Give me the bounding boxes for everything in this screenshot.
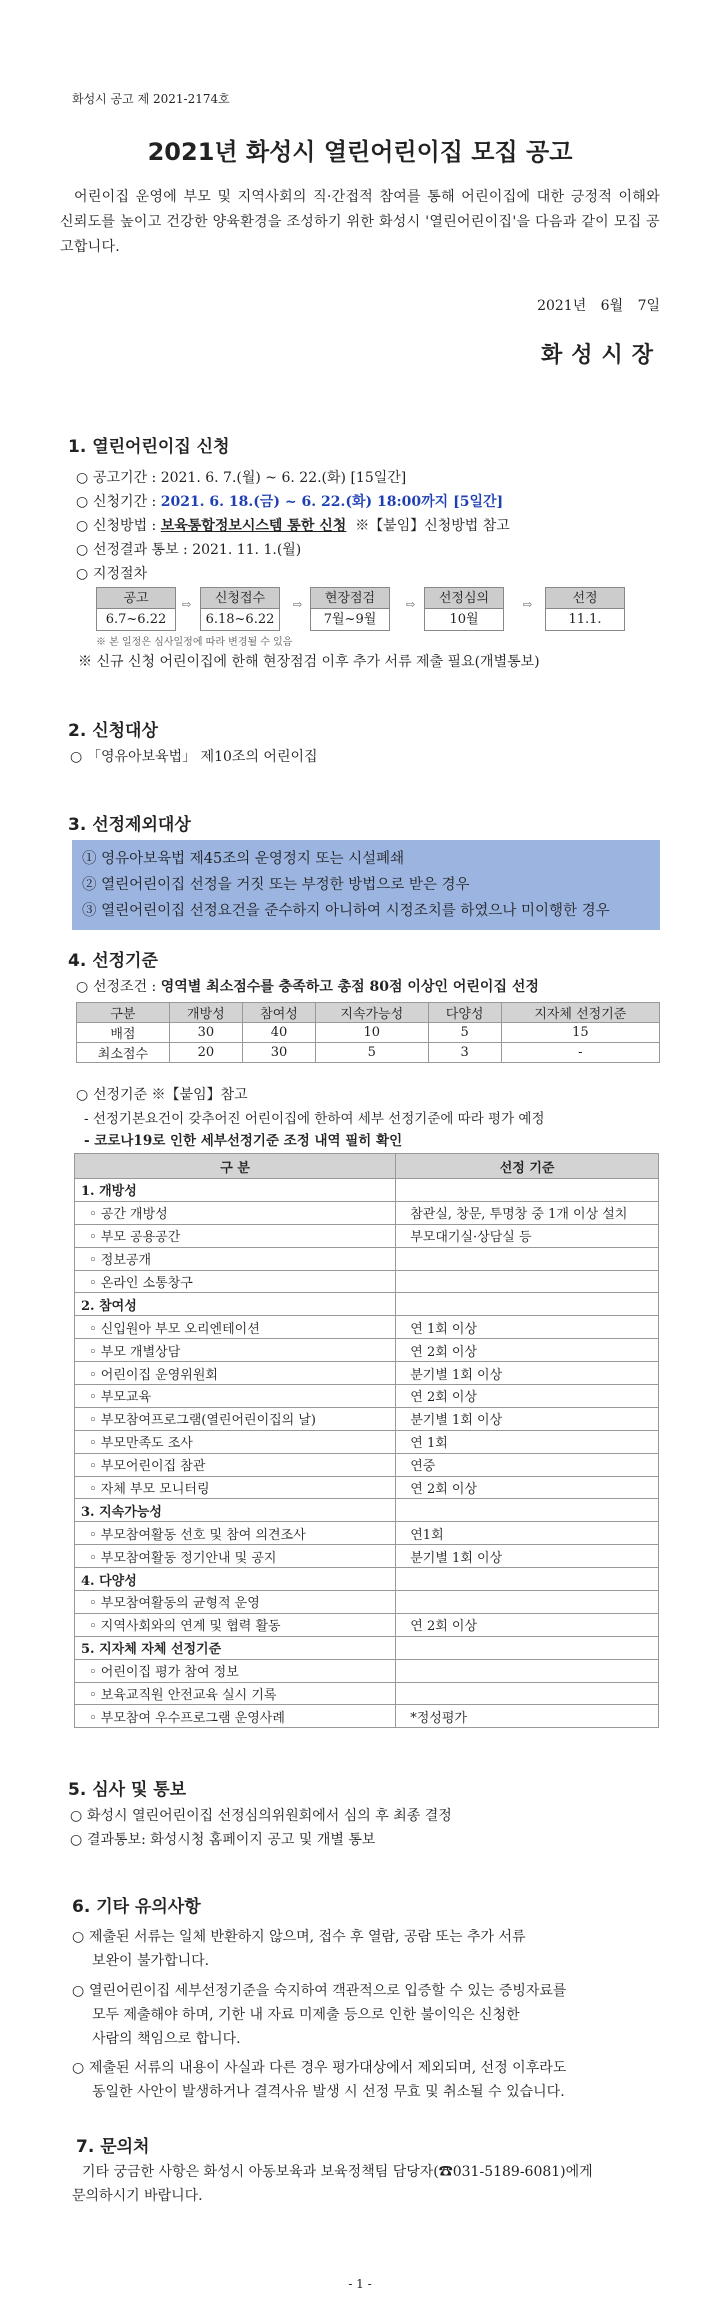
apply-period-label: 신청기간 : bbox=[93, 494, 161, 510]
table-cell: 연 2회 이상 bbox=[396, 1385, 659, 1408]
table-cell: ◦ 온라인 소통창구 bbox=[75, 1270, 396, 1293]
section-7-heading: 7. 문의처 bbox=[76, 2137, 150, 2157]
apply-method-value: 보육통합정보시스템 통한 신청 bbox=[160, 518, 347, 534]
target-text: 「영유아보육법」 제10조의 어린이집 bbox=[87, 749, 318, 765]
caution-text: 모두 제출해야 하며, 기한 내 자료 미제출 등으로 인한 불이익은 신청한 bbox=[92, 2007, 520, 2023]
selection-condition-value: 영역별 최소점수를 충족하고 총점 80점 이상인 어린이집 선정 bbox=[160, 979, 539, 995]
table-row bbox=[75, 1407, 659, 1430]
caution-item bbox=[72, 2056, 662, 2104]
table-cell: *정성평가 bbox=[396, 1705, 659, 1728]
caution-item bbox=[72, 1925, 662, 1973]
caution-text: 보완이 불가합니다. bbox=[92, 1953, 210, 1969]
apply-period-value: 2021. 6. 18.(금) ~ 6. 22.(화) 18:00까지 [5일간] bbox=[160, 494, 504, 510]
circle-bullet-icon: ○ bbox=[72, 1929, 85, 1945]
notice-period bbox=[76, 467, 406, 487]
section-4-heading: 4. 선정기준 bbox=[68, 951, 158, 971]
process-label-text: 지정절차 bbox=[93, 566, 148, 582]
section-1-heading: 1. 열린어린이집 신청 bbox=[68, 437, 230, 457]
table-category-row bbox=[75, 1179, 659, 1202]
table-cell: 분기별 1회 이상 bbox=[396, 1407, 659, 1430]
arrow-right-icon: ⇨ bbox=[182, 598, 192, 611]
result-notice-text: 선정결과 통보 : 2021. 11. 1.(월) bbox=[93, 542, 302, 558]
table-cell: 3. 지속가능성 bbox=[75, 1499, 396, 1522]
table-cell: 2. 참여성 bbox=[75, 1293, 396, 1316]
table-cell: 10 bbox=[316, 1023, 428, 1043]
table-cell: 연 2회 이상 bbox=[396, 1339, 659, 1362]
table-row bbox=[77, 1043, 660, 1063]
process-step bbox=[200, 587, 280, 631]
criteria-note-1: - 선정기본요건이 갖추어진 어린이집에 한하여 세부 선정기준에 따라 평가 예정 bbox=[84, 1111, 545, 1127]
process-step-name: 공고 bbox=[97, 588, 175, 609]
circle-bullet-icon: ○ bbox=[76, 1087, 89, 1103]
process-step bbox=[96, 587, 176, 631]
table-row bbox=[75, 1247, 659, 1270]
table-cell bbox=[396, 1270, 659, 1293]
table-row bbox=[75, 1659, 659, 1682]
table-cell: 배점 bbox=[77, 1023, 170, 1043]
table-row bbox=[75, 1591, 659, 1614]
table-cell: ◦ 공간 개방성 bbox=[75, 1201, 396, 1224]
table-row bbox=[75, 1613, 659, 1636]
table-cell bbox=[396, 1636, 659, 1659]
table-row bbox=[75, 1339, 659, 1362]
apply-method-label: 신청방법 : bbox=[93, 518, 161, 534]
table-row bbox=[75, 1453, 659, 1476]
table-row bbox=[77, 1003, 660, 1023]
score-table bbox=[76, 1002, 660, 1063]
process-step-date: 7월~9월 bbox=[323, 612, 377, 627]
review-item-text: 화성시 열린어린이집 선정심의위원회에서 심의 후 최종 결정 bbox=[87, 1808, 452, 1824]
table-row bbox=[75, 1224, 659, 1247]
table-row bbox=[75, 1316, 659, 1339]
table-cell bbox=[396, 1179, 659, 1202]
table-cell: 20 bbox=[169, 1043, 242, 1063]
table-header: 구분 bbox=[77, 1003, 170, 1023]
circle-bullet-icon: ○ bbox=[76, 566, 89, 582]
page-title: 2021년 화성시 열린어린이집 모집 공고 bbox=[147, 138, 573, 166]
table-cell: ◦ 어린이집 운영위원회 bbox=[75, 1362, 396, 1385]
table-cell: 분기별 1회 이상 bbox=[396, 1362, 659, 1385]
table-row bbox=[75, 1430, 659, 1453]
table-cell: 최소점수 bbox=[77, 1043, 170, 1063]
page-number: - 1 - bbox=[348, 2277, 372, 2291]
process-step-name: 현장점검 bbox=[311, 588, 389, 609]
apply-method bbox=[76, 515, 510, 535]
notice-period-text: 공고기간 : 2021. 6. 7.(월) ~ 6. 22.(화) [15일간] bbox=[93, 470, 407, 486]
process-step-name: 선정심의 bbox=[425, 588, 503, 609]
table-row bbox=[77, 1023, 660, 1043]
criteria-label-text: 선정기준 ※【붙임】참고 bbox=[93, 1087, 248, 1103]
table-cell: ◦ 정보공개 bbox=[75, 1247, 396, 1270]
table-cell: 연 2회 이상 bbox=[396, 1613, 659, 1636]
table-cell: ◦ 자체 부모 모니터링 bbox=[75, 1476, 396, 1499]
process-step bbox=[545, 587, 625, 631]
process-step-date: 11.1. bbox=[568, 612, 602, 627]
table-cell bbox=[396, 1659, 659, 1682]
table-cell: ◦ 보육교직원 안전교육 실시 기록 bbox=[75, 1682, 396, 1705]
review-item bbox=[70, 1829, 375, 1849]
table-row bbox=[75, 1682, 659, 1705]
step-note: ※ 본 일정은 심사일정에 따라 변경될 수 있음 bbox=[96, 637, 293, 648]
criteria-label bbox=[76, 1084, 248, 1104]
table-header: 참여성 bbox=[242, 1003, 315, 1023]
circle-bullet-icon: ○ bbox=[72, 1983, 85, 1999]
table-cell: ◦ 부모참여활동의 균형적 운영 bbox=[75, 1591, 396, 1614]
table-cell: 4. 다양성 bbox=[75, 1568, 396, 1591]
table-row bbox=[75, 1154, 659, 1179]
issuer: 화성시장 bbox=[540, 342, 662, 368]
table-cell: ◦ 부모참여활동 정기안내 및 공지 bbox=[75, 1545, 396, 1568]
table-cell: 5 bbox=[428, 1023, 501, 1043]
table-category-row bbox=[75, 1568, 659, 1591]
table-cell: ◦ 신입원아 부모 오리엔테이션 bbox=[75, 1316, 396, 1339]
table-category-row bbox=[75, 1293, 659, 1316]
table-cell: 3 bbox=[428, 1043, 501, 1063]
criteria-table bbox=[74, 1153, 659, 1728]
contact-paragraph bbox=[72, 2160, 672, 2208]
table-row bbox=[75, 1201, 659, 1224]
table-cell: ◦ 부모어린이집 참관 bbox=[75, 1453, 396, 1476]
circle-bullet-icon: ○ bbox=[76, 518, 89, 534]
table-header: 지자체 선정기준 bbox=[501, 1003, 659, 1023]
table-header: 다양성 bbox=[428, 1003, 501, 1023]
circle-bullet-icon: ○ bbox=[76, 470, 89, 486]
caution-text: 사람의 책임으로 합니다. bbox=[92, 2031, 241, 2047]
table-row bbox=[75, 1362, 659, 1385]
process-step-name: 선정 bbox=[546, 588, 624, 609]
caution-text: 제출된 서류는 일체 반환하지 않으며, 접수 후 열람, 공람 또는 추가 서류 bbox=[89, 1929, 526, 1945]
table-category-row bbox=[75, 1499, 659, 1522]
table-cell: 연중 bbox=[396, 1453, 659, 1476]
table-cell: 1. 개방성 bbox=[75, 1179, 396, 1202]
caution-text: 열린어린이집 세부선정기준을 숙지하여 객관적으로 입증할 수 있는 증빙자료를 bbox=[89, 1983, 567, 1999]
exclusion-item: ③ 열린어린이집 선정요건을 준수하지 아니하여 시정조치를 하였으나 미이행한 경우 bbox=[82, 903, 610, 919]
circle-bullet-icon: ○ bbox=[76, 979, 89, 995]
table-cell: 연 2회 이상 bbox=[396, 1476, 659, 1499]
table-cell bbox=[396, 1682, 659, 1705]
table-header: 지속가능성 bbox=[316, 1003, 428, 1023]
exclusion-item: ② 열린어린이집 선정을 거짓 또는 부정한 방법으로 받은 경우 bbox=[82, 877, 470, 893]
table-cell: ◦ 부모참여 우수프로그램 운영사례 bbox=[75, 1705, 396, 1728]
table-cell: - bbox=[501, 1043, 659, 1063]
table-cell bbox=[396, 1499, 659, 1522]
caution-item bbox=[72, 1979, 662, 2051]
table-cell: 5 bbox=[316, 1043, 428, 1063]
table-row bbox=[75, 1522, 659, 1545]
table-cell bbox=[396, 1247, 659, 1270]
table-cell: ◦ 부모교육 bbox=[75, 1385, 396, 1408]
caution-text: 동일한 사안이 발생하거나 결격사유 발생 시 선정 무효 및 취소될 수 있습니다. bbox=[92, 2084, 565, 2100]
table-cell: ◦ 어린이집 평가 참여 정보 bbox=[75, 1659, 396, 1682]
circle-bullet-icon: ○ bbox=[70, 1832, 83, 1848]
result-notice bbox=[76, 539, 301, 559]
table-cell: ◦ 지역사회와의 연계 및 협력 활동 bbox=[75, 1613, 396, 1636]
process-step-date: 6.7~6.22 bbox=[105, 612, 167, 627]
exclusion-box bbox=[72, 840, 660, 930]
table-cell: 연1회 bbox=[396, 1522, 659, 1545]
table-cell: ◦ 부모참여프로그램(열린어린이집의 날) bbox=[75, 1407, 396, 1430]
process-step-date: 6.18~6.22 bbox=[205, 612, 275, 627]
circle-bullet-icon: ○ bbox=[70, 749, 83, 765]
notice-number: 화성시 공고 제 2021-2174호 bbox=[72, 92, 230, 106]
circle-bullet-icon: ○ bbox=[72, 2060, 85, 2076]
circle-bullet-icon: ○ bbox=[76, 542, 89, 558]
table-cell bbox=[396, 1293, 659, 1316]
table-cell: 30 bbox=[169, 1023, 242, 1043]
table-cell: 연 1회 bbox=[396, 1430, 659, 1453]
caution-text: 제출된 서류의 내용이 사실과 다른 경우 평가대상에서 제외되며, 선정 이후라도 bbox=[89, 2060, 567, 2076]
table-header: 구 분 bbox=[75, 1154, 396, 1179]
arrow-right-icon: ⇨ bbox=[406, 598, 416, 611]
section-5-heading: 5. 심사 및 통보 bbox=[68, 1780, 187, 1800]
target bbox=[70, 746, 318, 766]
apply-method-note: ※【붙임】신청방법 참고 bbox=[355, 518, 510, 534]
arrow-right-icon: ⇨ bbox=[293, 598, 303, 611]
section-2-heading: 2. 신청대상 bbox=[68, 721, 158, 741]
contact-line: 기타 궁금한 사항은 화성시 아동보육과 보육정책팀 담당자(☎031-5189-6081)에게 bbox=[82, 2164, 593, 2180]
table-cell bbox=[396, 1591, 659, 1614]
table-cell: 15 bbox=[501, 1023, 659, 1043]
criteria-note-2: - 코로나19로 인한 세부선정기준 조정 내역 필히 확인 bbox=[84, 1133, 403, 1149]
exclusion-item: ① 영유아보육법 제45조의 운영정지 또는 시설폐쇄 bbox=[82, 851, 405, 867]
apply-period bbox=[76, 491, 503, 511]
arrow-right-icon: ⇨ bbox=[523, 598, 533, 611]
table-cell: ◦ 부모참여활동 선호 및 참여 의견조사 bbox=[75, 1522, 396, 1545]
process-step bbox=[310, 587, 390, 631]
table-header: 선정 기준 bbox=[396, 1154, 659, 1179]
table-row bbox=[75, 1705, 659, 1728]
intro-paragraph: 어린이집 운영에 부모 및 지역사회의 직·간접적 참여를 통해 어린이집에 대한 긍정적 이해와 신뢰도를 높이고 건강한 양육환경을 조성하기 위한 화성시 '열린어린이집'을 다음과 같이 모집 공고합니다. bbox=[60, 189, 660, 255]
process-step-name: 신청접수 bbox=[201, 588, 279, 609]
table-row bbox=[75, 1270, 659, 1293]
process-label bbox=[76, 563, 147, 583]
selection-condition bbox=[76, 976, 539, 996]
new-application-note: ※ 신규 신청 어린이집에 한해 현장점검 이후 추가 서류 제출 필요(개별통보) bbox=[78, 654, 540, 670]
table-header: 개방성 bbox=[169, 1003, 242, 1023]
announcement-date: 2021년 6월 7일 bbox=[537, 298, 660, 314]
table-cell: ◦ 부모 공용공간 bbox=[75, 1224, 396, 1247]
table-cell: 부모대기실·상담실 등 bbox=[396, 1224, 659, 1247]
review-item bbox=[70, 1805, 452, 1825]
review-item-text: 결과통보: 화성시청 홈페이지 공고 및 개별 통보 bbox=[87, 1832, 376, 1848]
contact-line: 문의하시기 바랍니다. bbox=[72, 2188, 203, 2204]
table-cell bbox=[396, 1568, 659, 1591]
section-3-heading: 3. 선정제외대상 bbox=[68, 815, 191, 835]
table-cell: ◦ 부모만족도 조사 bbox=[75, 1430, 396, 1453]
table-cell: 30 bbox=[242, 1043, 315, 1063]
table-row bbox=[75, 1476, 659, 1499]
table-cell: 40 bbox=[242, 1023, 315, 1043]
circle-bullet-icon: ○ bbox=[76, 494, 89, 510]
process-step-date: 10월 bbox=[449, 612, 479, 627]
table-row bbox=[75, 1545, 659, 1568]
table-cell: 참관실, 창문, 투명창 중 1개 이상 설치 bbox=[396, 1201, 659, 1224]
table-cell: ◦ 부모 개별상담 bbox=[75, 1339, 396, 1362]
section-6-heading: 6. 기타 유의사항 bbox=[72, 1897, 201, 1917]
table-cell: 5. 지자체 자체 선정기준 bbox=[75, 1636, 396, 1659]
process-step bbox=[424, 587, 504, 631]
circle-bullet-icon: ○ bbox=[70, 1808, 83, 1824]
table-cell: 연 1회 이상 bbox=[396, 1316, 659, 1339]
table-category-row bbox=[75, 1636, 659, 1659]
table-row bbox=[75, 1385, 659, 1408]
selection-condition-label: 선정조건 : bbox=[93, 979, 161, 995]
table-cell: 분기별 1회 이상 bbox=[396, 1545, 659, 1568]
